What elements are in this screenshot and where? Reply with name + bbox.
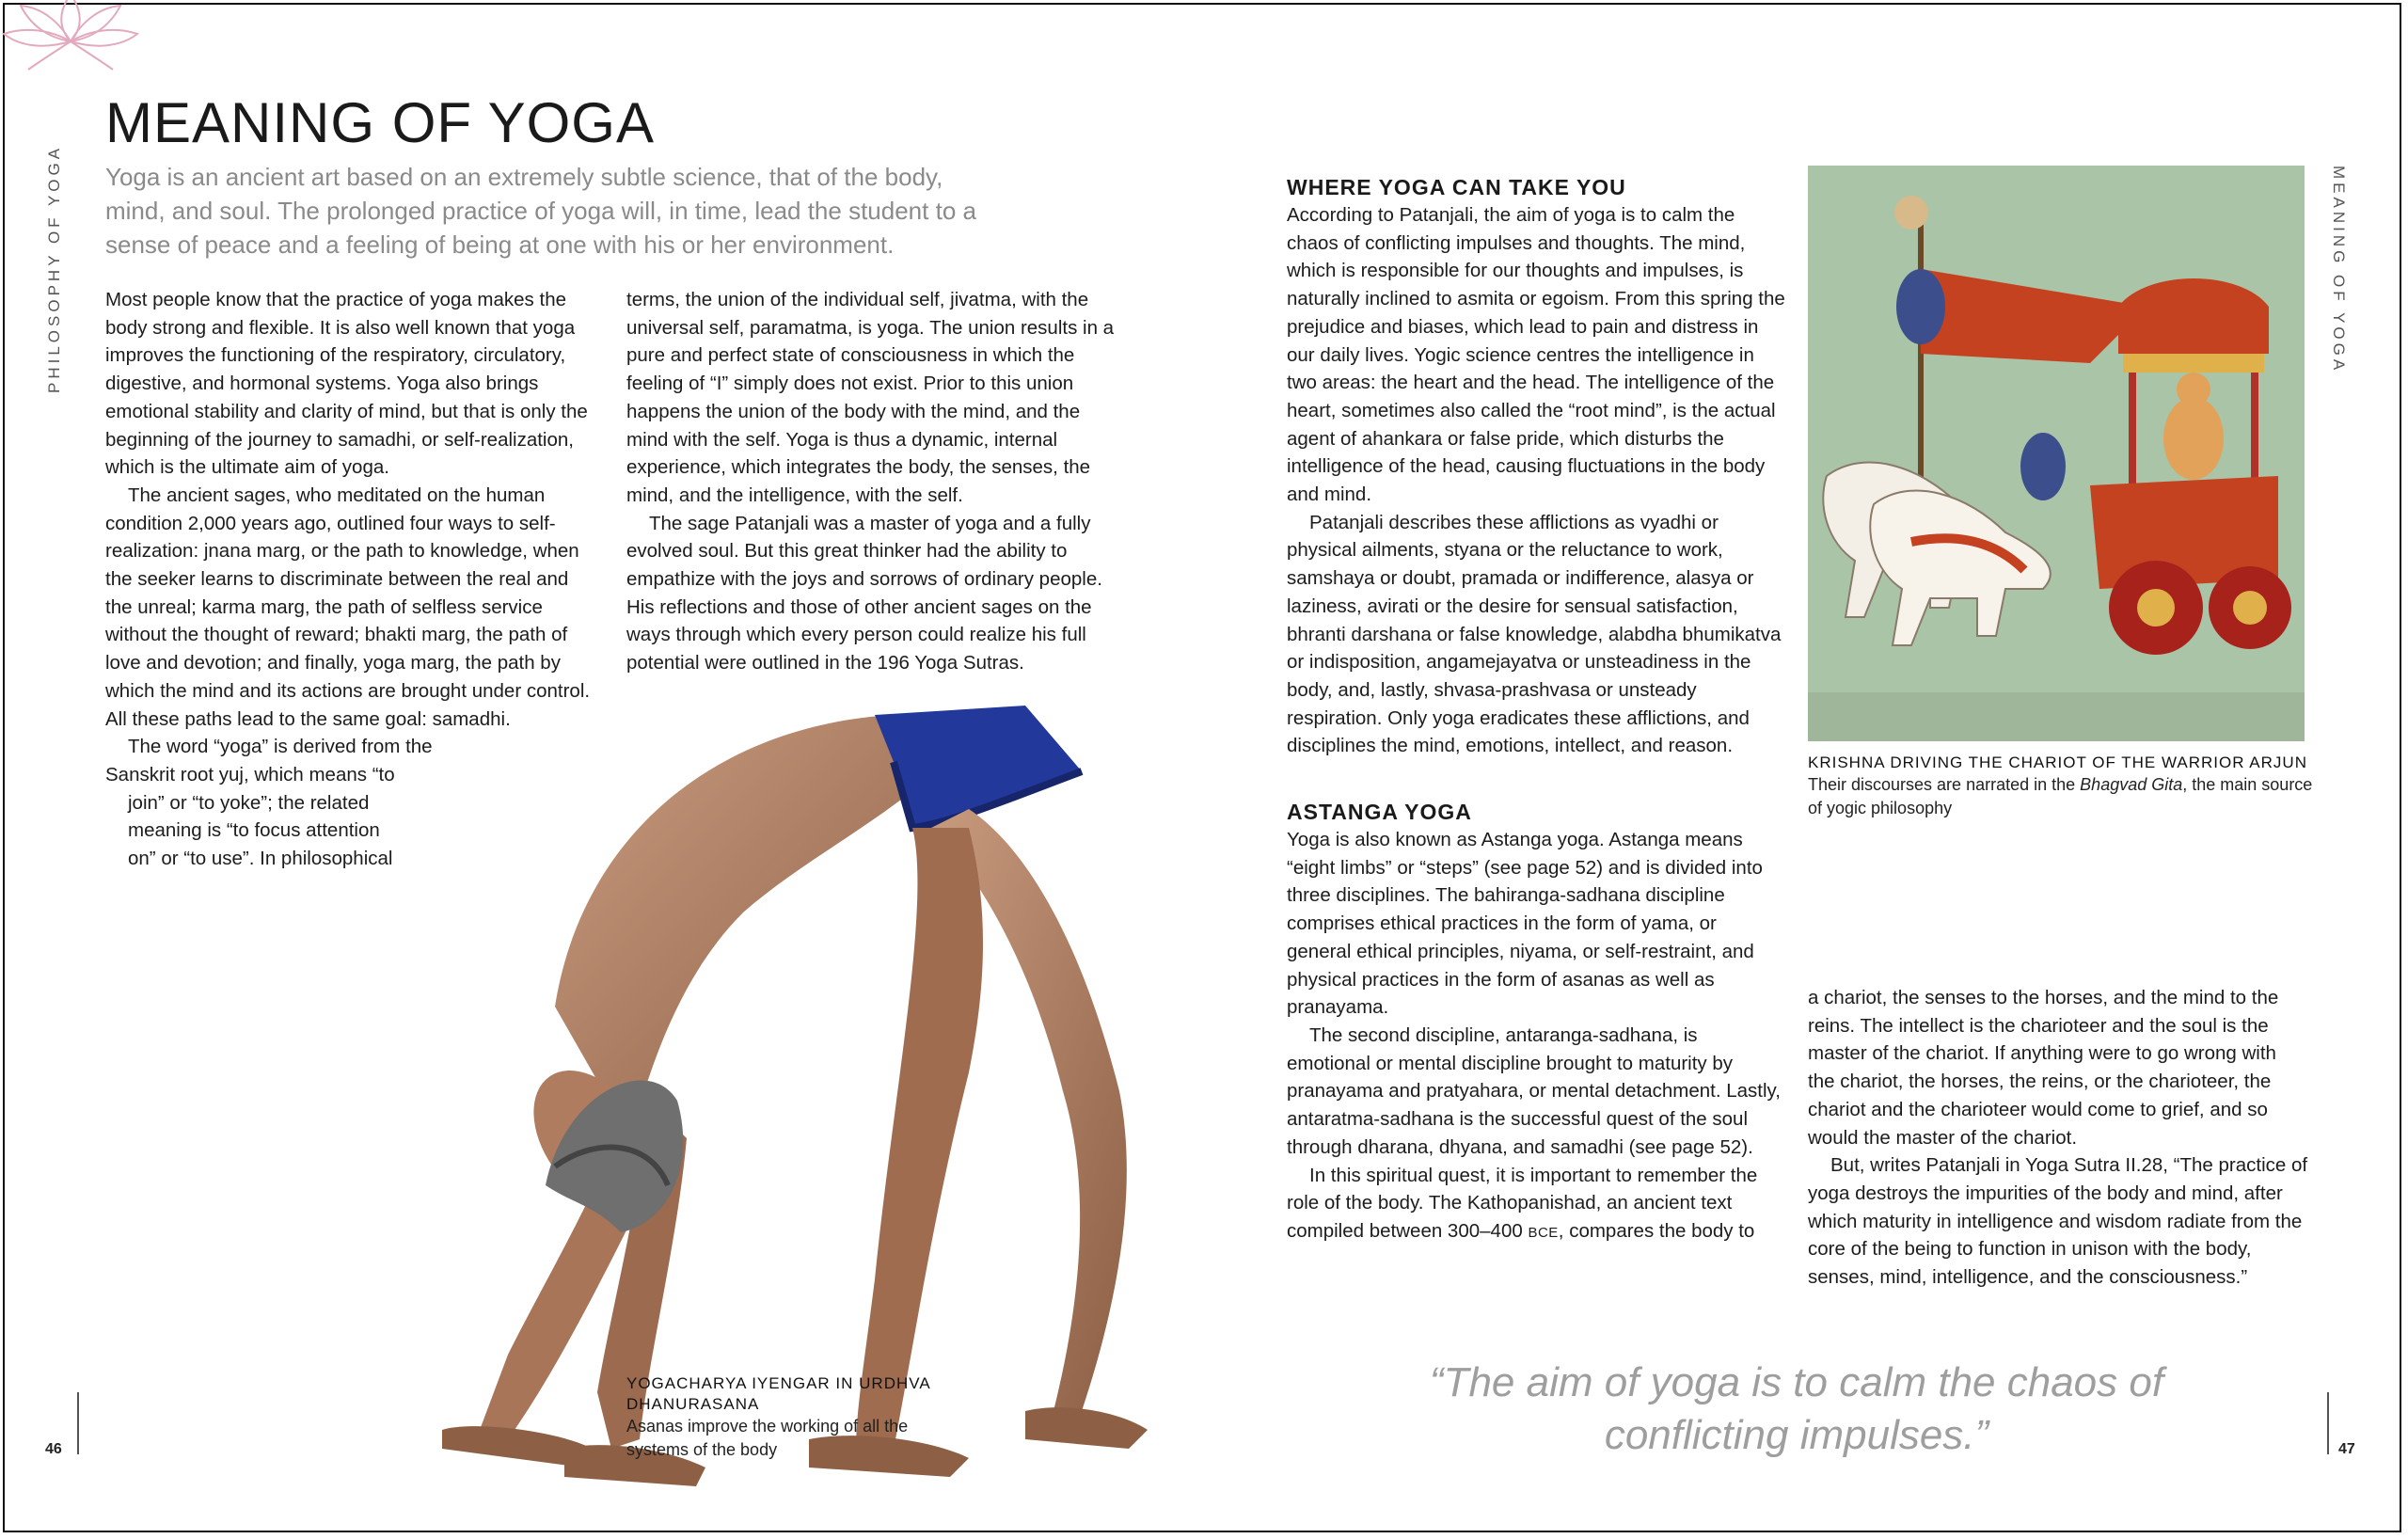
painting-caption-text [1808,773,2316,820]
section-heading: ASTANGA YOGA [1287,800,1472,825]
body-paragraph: The ancient sages, who meditated on the human condition 2,000 years ago, outlined four ways to self-realization: jnana marg, or the path to knowledge, when the seeker learns to discriminate between the real and the unreal; karma marg, the path of selfless service without the thought of reward; bhakti marg, the path of love and devotion; and finally, yoga marg, the path by which the mind and its actions are brought under control. All these paths lead to the same goal: samadhi. [105,484,591,730]
right-column-1 [1287,173,1785,1247]
body-paragraph: a chariot, the senses to the horses, and the mind to the reins. The intellect is the charioteer and the soul is the master of the chariot. If anything were to go wrong with the chariot, the horses, the reins, or the charioteer, the chariot and the charioteer would come to grief, and so would the master of the chariot. [1808,987,2279,1149]
pull-quote: “The aim of yoga is to calm the chaos of conflicting impulses.” [1429,1359,2164,1458]
text-run: , the main source of yogic philosophy [1808,775,2313,817]
era-abbreviation: BCE [1528,1224,1559,1241]
wrapped-line: The word “yoga” is derived from the [128,736,433,758]
body-paragraph: The second discipline, antaranga-sadhana, is emotional or mental discipline brought to maturity by pranayama and pratyahara, or mental detachment. Lastly, antaratma-sadhana is the successful quest of the soul through dharana, dhyana, and samadhi (see page 52). [1287,1023,1781,1158]
text-run-italic: Bhagvad Gita [2080,775,2183,794]
photo-caption-text: Asanas improve the working of all the systems of the body [626,1417,909,1459]
body-paragraph: Most people know that the practice of yoga makes the body strong and flexible. It is also well known that yoga improves the functioning of the respiratory, circulatory, digestive, and hormonal systems. Yoga also brings emotional stability and clarity of mind, but that is only the beginning of the journey to samadhi, or self-realization, which is the ultimate aim of yoga. [105,289,588,479]
photo-caption-title: YOGACHARYA IYENGAR IN URDHVA DHANURASANA [626,1374,930,1413]
krishna-chariot-painting [1808,166,2305,741]
body-paragraph: Yoga is also known as Astanga yoga. Astanga means “eight limbs” or “steps” (see page 52) and is divided into three disciplines. The bahiranga-sadhana discipline comprises ethical practices in the form of yama, or general ethical principles, niyama, or self-restraint, and physical practices in the form of asanas as well as pranayama. [1287,829,1763,1019]
intro-paragraph: Yoga is an ancient art based on an extremely subtle science, that of the body, mind, and soul. The prolonged practice of yoga will, in time, lead the student to a sense of peace and a feeling of being at one with his or her environment. [105,163,976,259]
page-number-left: 46 [45,1441,62,1457]
body-paragraph: But, writes Patanjali in Yoga Sutra II.28, “The practice of yoga destroys the impurities of the body and mind, after which maturity in intelligence and wisdom radiate from the core of the being to function in unison with the body, senses, mind, intelligence, and the consciousness.” [1808,1154,2308,1289]
page-number-right: 47 [2338,1441,2355,1457]
text-run: Their discourses are narrated in the [1808,775,2076,794]
left-margin-rule [77,1392,79,1454]
wrapped-line: meaning is “to focus attention [128,819,380,842]
photo-caption [626,1373,937,1462]
body-paragraph: According to Patanjali, the aim of yoga is to calm the chaos of conflicting impulses and thoughts. The mind, which is responsible for our thoughts and impulses, is naturally inclined to asmita or egoism. From this spring the prejudice and biases, which lead to pain and distress in our daily lives. Yogic science centres the intelligence in two areas: the heart and the head. The intelligence of the heart, sometimes also called the “root mind”, is the actual agent of ahankara or false pride, which disturbs the intelligence of the head, causing fluctuations in the body and mind. [1287,204,1785,506]
text-run: , compares the body to [1558,1219,1755,1242]
text-run: In this spiritual quest, it is important to remember the role of the body. The Kathopanishad, an ancient text compiled between 300–400 [1287,1164,1758,1242]
body-paragraph: terms, the union of the individual self, jivatma, with the universal self, paramatma, is yoga. The union results in a pure and perfect state of consciousness in which the feeling of “I” simply does not exist. Prior to this union happens the union of the body with the mind, and the mind with the self. Yoga is thus a dynamic, internal experience, which integrates the body, the senses, the mind, and the intelligence, with the self. [626,289,1115,506]
left-column-2 [626,286,1125,677]
painting-caption-title: KRISHNA DRIVING THE CHARIOT OF THE WARRIOR ARJUN [1808,754,2307,771]
wrapped-line: Sanskrit root yuj, which means “to [105,763,395,785]
right-column-2 [1808,984,2308,1292]
section-heading: WHERE YOGA CAN TAKE YOU [1287,175,1626,199]
right-side-label: MEANING OF YOGA [2330,166,2348,374]
left-side-label: PHILOSOPHY OF YOGA [45,144,63,393]
right-margin-rule [2327,1392,2329,1454]
body-paragraph: Patanjali describes these afflictions as vyadhi or physical ailments, styana or the reluctance to work, samshaya or doubt, pramada or indifference, alasya or laziness, avirati or the desire for sensual satisfaction, bhranti darshana or false knowledge, alabdha bhumikatva or indisposition, angamejayatva or unsteadiness in the body, and, lastly, shvasa-prashvasa or unsteady respiration. Only yoga eradicates these afflictions, and disciplines the mind, emotions, intellect, and reason. [1287,511,1782,757]
body-paragraph: The sage Patanjali was a master of yoga and a fully evolved soul. But this great thinker had the ability to empathize with the joys and sorrows of ordinary people. His reflections and those of other ancient sages on the ways through which every person could realize his full potential were outlined in the 196 Yoga Sutras. [626,512,1102,674]
painting-caption [1808,753,2316,820]
lotus-ornament-icon [0,0,141,75]
page-title: MEANING OF YOGA [105,91,655,154]
body-paragraph [1287,1162,1785,1247]
wrapped-line: join” or “to yoke”; the related [128,791,370,814]
wrapped-line: on” or “to use”. In philosophical [128,848,393,870]
